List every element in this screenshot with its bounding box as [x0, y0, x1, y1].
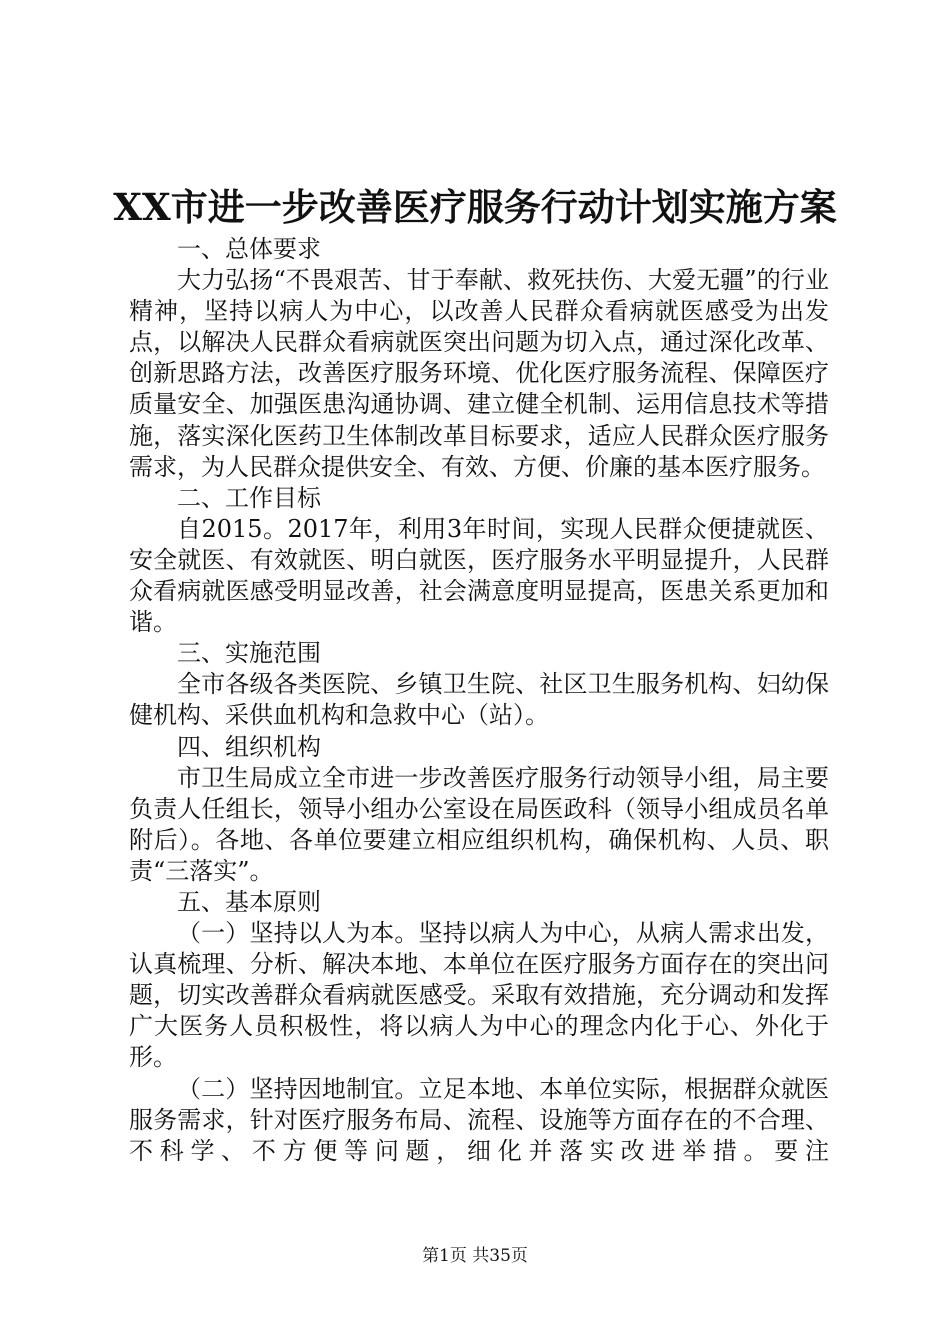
- document-body: [129, 234, 829, 1167]
- section-heading: 三、实施范围: [177, 639, 321, 668]
- section-heading: 四、组织机构: [177, 732, 321, 761]
- section-heading: 一、总体要求: [177, 235, 321, 263]
- paragraph: 大力弘扬“不畏艰苦、甘于奉献、救死扶伤、大爱无疆”的行业精神，坚持以病人为中心，以改善人民群众看病就医感受为出发点，以解决人民群众看病就医突出问题为切入点，通过深化改革、创新思路方法，改善医疗服务环境、优化医疗服务流程、保障医疗质量安全、加强医患沟通协调、建立健全机制、运用信息技术等措施，落实深化医药卫生体制改革目标要求，适应人民群众医疗服务需求，为人民群众提供安全、有效、方便、价廉的基本医疗服务。: [129, 266, 829, 481]
- paragraph: 全市各级各类医院、乡镇卫生院、社区卫生服务机构、妇幼保健机构、采供血机构和急救中心（站）。: [129, 670, 829, 730]
- paragraph: 市卫生局成立全市进一步改善医疗服务行动领导小组，局主要负责人任组长，领导小组办公室设在局医政科（领导小组成员名单附后）。各地、各单位要建立相应组织机构，确保机构、人员、职责“三落实”。: [129, 763, 829, 885]
- document-title: XX市进一步改善医疗服务行动计划实施方案: [113, 185, 837, 229]
- page-number: 第1页 共35页: [422, 1246, 528, 1266]
- paragraph: （二）坚持因地制宜。立足本地、本单位实际，根据群众就医服务需求，针对医疗服务布局、流程、设施等方面存在的不合理、不科学、不方便等问题，细化并落实改进举措。要注: [129, 1074, 829, 1165]
- paragraph: （一）坚持以人为本。坚持以病人为中心，从病人需求出发，认真梳理、分析、解决本地、本单位在医疗服务方面存在的突出问题，切实改善群众看病就医感受。采取有效措施，充分调动和发挥广大医务人员积极性，将以病人为中心的理念内化于心、外化于形。: [129, 919, 829, 1072]
- section-heading: 五、基本原则: [177, 887, 321, 916]
- paragraph: 自2015。2017年，利用3年时间，实现人民群众便捷就医、安全就医、有效就医、明白就医，医疗服务水平明显提升，人民群众看病就医感受明显改善，社会满意度明显提高，医患关系更加和谐。: [129, 514, 829, 637]
- section-heading: 二、工作目标: [177, 483, 321, 512]
